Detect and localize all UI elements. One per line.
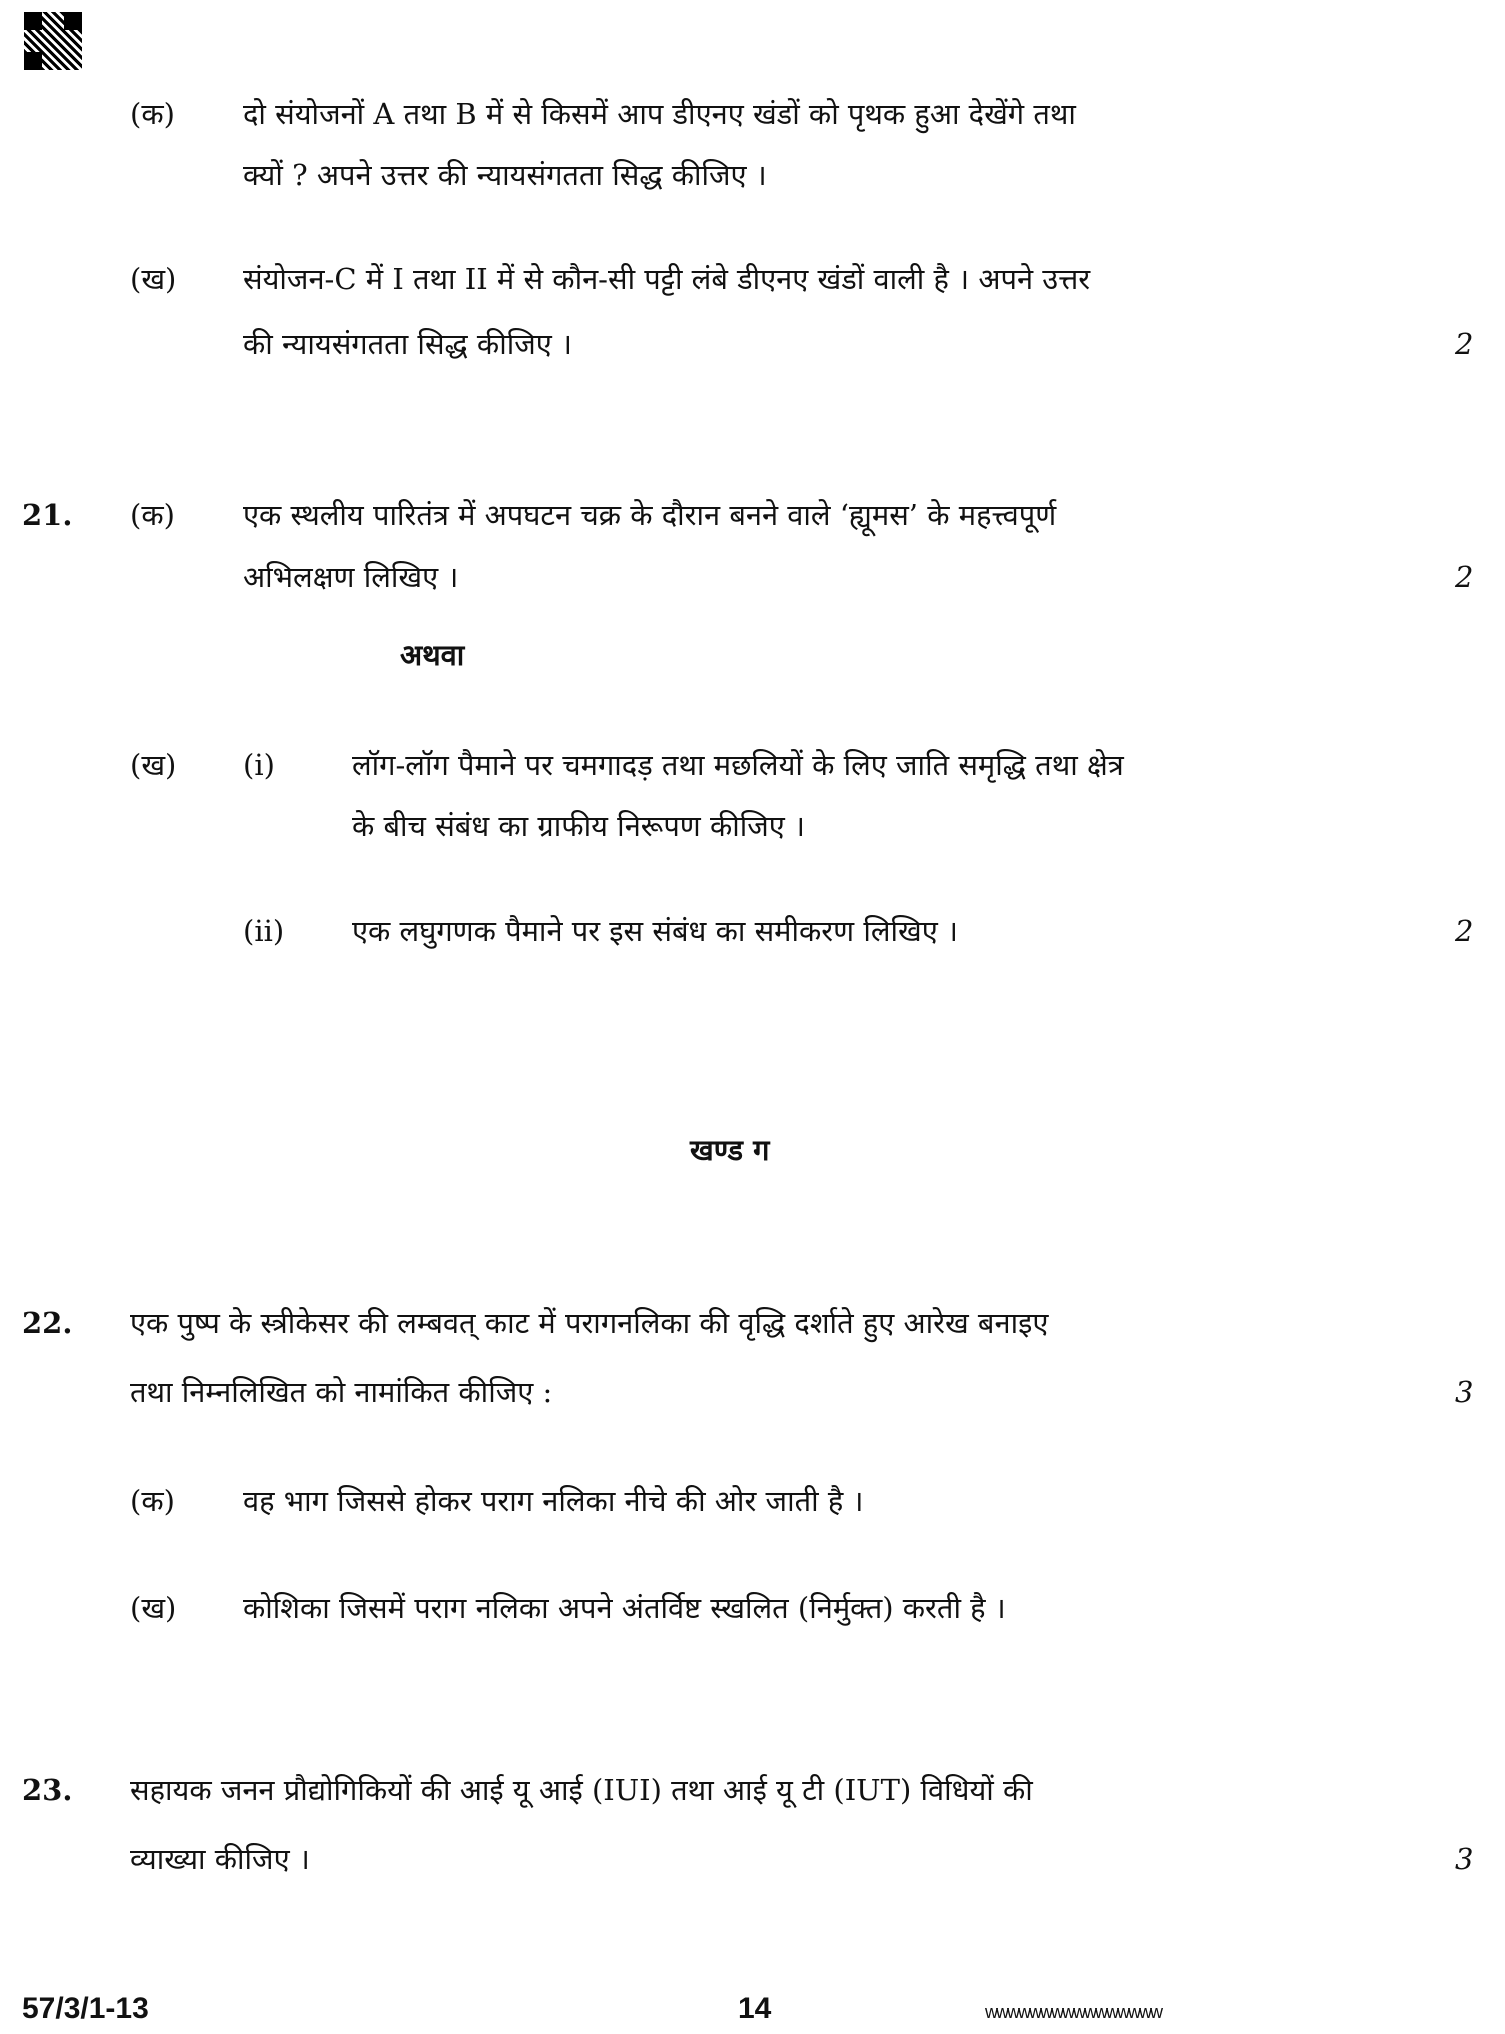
q20-kha-line1: संयोजन-C में I तथा II में से कौन-सी पट्टी लंबे डीएनए खंडों वाली है । अपने उत्तर — [243, 262, 1091, 296]
footer-pattern: wwwwwwwwwwwwwwww — [985, 2002, 1161, 2022]
paper-code: 57/3/1-13 — [22, 1992, 149, 2025]
q22-kha-label: (ख) — [130, 1591, 177, 1625]
q21-ka-line1: एक स्थलीय पारितंत्र में अपघटन चक्र के दौरान बनने वाले ‘ह्यूमस’ के महत्त्वपूर्ण — [243, 498, 1057, 532]
q20-ka-label: (क) — [130, 97, 175, 131]
q21-ii-line: एक लघुगणक पैमाने पर इस संबंध का समीकरण लिखिए । — [352, 914, 959, 948]
q20-ka-line1: दो संयोजनों A तथा B में से किसमें आप डीएनए खंडों को पृथक हुआ देखेंगे तथा — [243, 97, 1076, 131]
q21-kha-marks: 2 — [1455, 914, 1474, 948]
q23-number: 23. — [22, 1773, 73, 1807]
q22-kha-line: कोशिका जिसमें पराग नलिका अपने अंतर्विष्ट स्खलित (निर्मुक्त) करती है । — [243, 1591, 1006, 1625]
q21-i-line2: के बीच संबंध का ग्राफीय निरूपण कीजिए । — [352, 809, 806, 843]
q20-kha-line2: की न्यायसंगतता सिद्ध कीजिए । — [243, 327, 572, 361]
q22-line1: एक पुष्प के स्त्रीकेसर की लम्बवत् काट में परागनलिका की वृद्धि दर्शाते हुए आरेख बनाइए — [130, 1306, 1049, 1340]
q22-number: 22. — [22, 1306, 73, 1340]
q21-ii-label: (ii) — [243, 914, 285, 948]
q21-ka-line2: अभिलक्षण लिखिए । — [243, 560, 459, 594]
q21-kha-label: (ख) — [130, 748, 177, 782]
q23-line1: सहायक जनन प्रौद्योगिकियों की आई यू आई (IUI) तथा आई यू टी (IUT) विधियों की — [130, 1773, 1033, 1807]
q21-ka-label: (क) — [130, 498, 175, 532]
q21-i-line1: लॉग-लॉग पैमाने पर चमगादड़ तथा मछलियों के लिए जाति समृद्धि तथा क्षेत्र — [352, 748, 1124, 782]
q21-ka-marks: 2 — [1455, 560, 1474, 594]
or-label: अथवा — [400, 638, 465, 672]
q22-ka-line: वह भाग जिससे होकर पराग नलिका नीचे की ओर जाती है । — [243, 1484, 864, 1518]
section-title: खण्ड ग — [690, 1133, 770, 1167]
q20-ka-line2: क्यों ? अपने उत्तर की न्यायसंगतता सिद्ध कीजिए । — [243, 158, 767, 192]
q23-marks: 3 — [1455, 1842, 1474, 1876]
q20-marks: 2 — [1455, 327, 1474, 361]
q20-kha-label: (ख) — [130, 262, 177, 296]
q22-line2: तथा निम्नलिखित को नामांकित कीजिए : — [130, 1375, 553, 1409]
q22-marks: 3 — [1455, 1375, 1474, 1409]
page-number: 14 — [738, 1992, 772, 2025]
q23-line2: व्याख्या कीजिए । — [130, 1842, 310, 1876]
q21-number: 21. — [22, 498, 73, 532]
q21-i-label: (i) — [243, 748, 275, 782]
q22-ka-label: (क) — [130, 1484, 175, 1518]
qr-code — [24, 12, 82, 70]
